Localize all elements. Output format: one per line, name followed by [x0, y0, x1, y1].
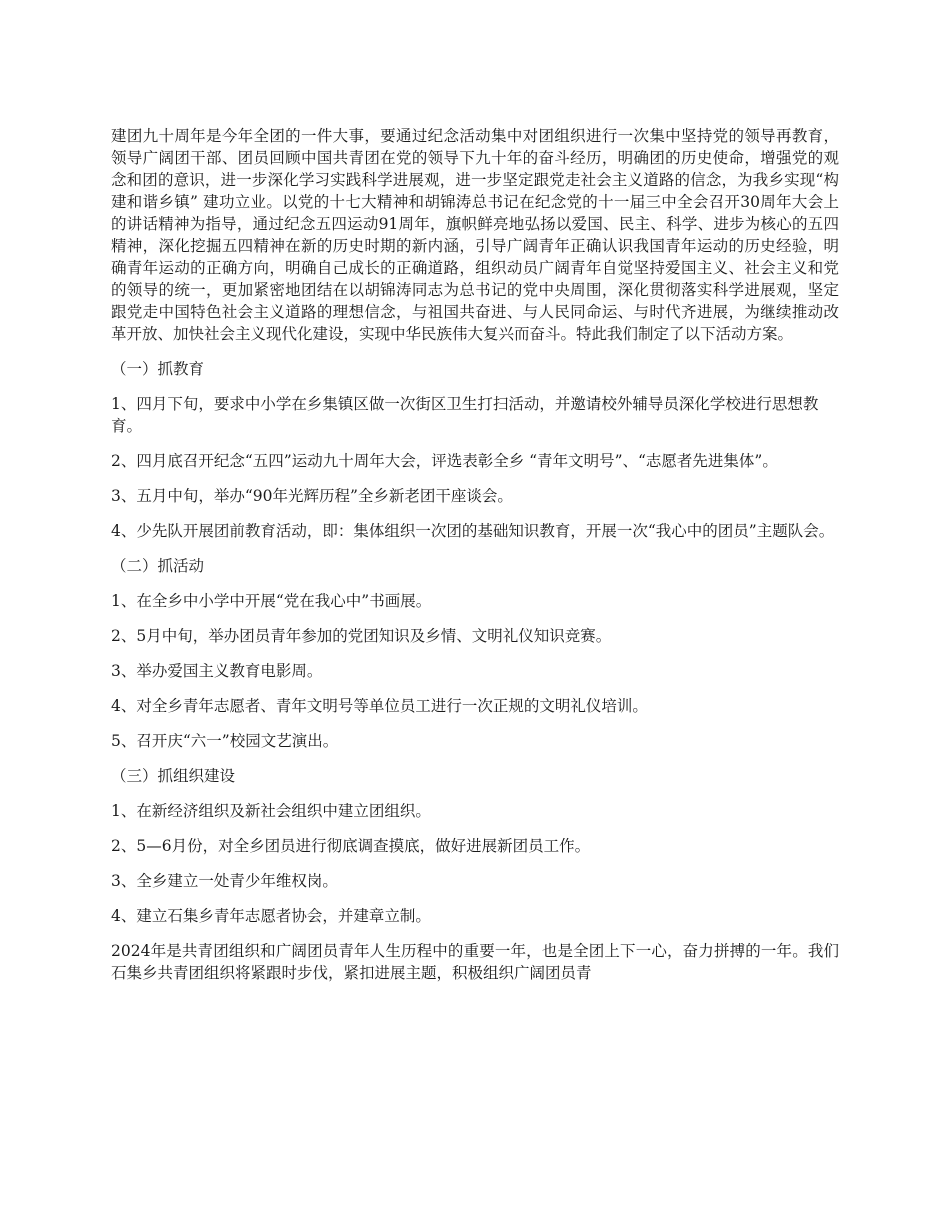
list-item: 2、5—6月份，对全乡团员进行彻底调查摸底，做好进展新团员工作。 — [111, 837, 591, 855]
intro-paragraph: 建团九十周年是今年全团的一件大事，要通过纪念活动集中对团组织进行一次集中坚持党的领导再教育，领导广阔团干部、团员回顾中国共青团在党的领导下九十年的奋斗经历，明确团的历史使命，增强党的观念和团的意识，进一步深化学习实践科学进展观，进一步坚定跟党走社会主义道路的信念，为我乡实现“构建和谐乡镇” 建功立业。以党的十七大精神和胡锦涛总书记在纪念党的十一届三中全会召开30周年大会上的讲话精神为指导，通过纪念五四运动91周年，旗帜鲜亮地弘扬以爱国、民主、科学、进步为核心的五四精神，深化挖掘五四精神在新的历史时期的新内涵，引导广阔青年正确认识我国青年运动的历史经验，明确青年运动的正确方向，明确自己成长的正确道路，组织动员广阔青年自觉坚持爱国主义、社会主义和党的领导的统一，更加紧密地团结在以胡锦涛同志为总书记的党中央周围，深化贯彻落实科学进展观，坚定跟党走中国特色社会主义道路的理想信念，与祖国共奋进、与人民同命运、与时代齐进展，为继续推动改革开放、加快社会主义现代化建设，实现中华民族伟大复兴而奋斗。特此我们制定了以下活动方案。 — [111, 127, 839, 343]
section-heading-education: （一）抓教育 — [111, 360, 205, 378]
list-item: 3、五月中旬，举办“90年光辉历程”全乡新老团干座谈会。 — [111, 487, 513, 505]
document-page — [111, 125, 839, 997]
list-item: 1、在新经济组织及新社会组织中建立团组织。 — [111, 802, 431, 820]
section-heading-activities: （二）抓活动 — [111, 557, 205, 575]
section-heading-organization: （三）抓组织建设 — [111, 767, 236, 785]
list-item: 4、建立石集乡青年志愿者协会，并建章立制。 — [111, 907, 431, 925]
list-item: 3、全乡建立一处青少年维权岗。 — [111, 872, 338, 890]
list-item: 4、少先队开展团前教育活动，即：集体组织一次团的基础知识教育，开展一次“我心中的团员”主题队会。 — [111, 522, 835, 540]
list-item: 2、四月底召开纪念“五四”运动九十周年大会，评选表彰全乡 “青年文明号”、“志愿者先进集体”。 — [111, 452, 778, 470]
list-item: 3、举办爱国主义教育电影周。 — [111, 662, 323, 680]
list-item: 4、对全乡青年志愿者、青年文明号等单位员工进行一次正规的文明礼仪培训。 — [111, 697, 648, 715]
list-item: 1、在全乡中小学中开展“党在我心中”书画展。 — [111, 592, 432, 610]
closing-paragraph: 2024年是共青团组织和广阔团员青年人生历程中的重要一年，也是全团上下一心，奋力拼搏的一年。我们石集乡共青团组织将紧跟时步伐，紧扣进展主题，积极组织广阔团员青 — [111, 942, 839, 982]
list-item: 5、召开庆“六一”校园文艺演出。 — [111, 732, 339, 750]
list-item: 2、5月中旬，举办团员青年参加的党团知识及乡情、文明礼仪知识竞赛。 — [111, 627, 612, 645]
list-item: 1、四月下旬，要求中小学在乡集镇区做一次街区卫生打扫活动，并邀请校外辅导员深化学校进行思想教育。 — [111, 395, 819, 435]
